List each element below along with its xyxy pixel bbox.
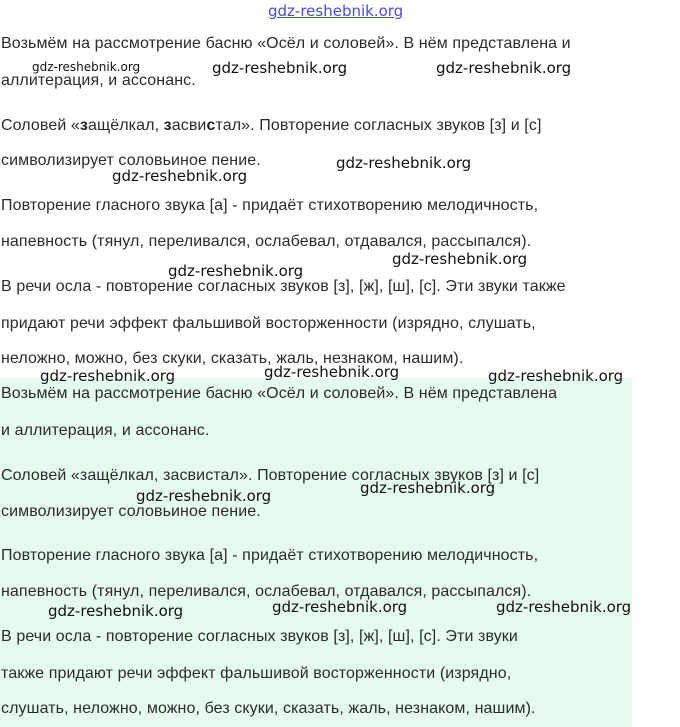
watermark: gdz-reshebnik.org [360,479,496,497]
paragraph-line: неложно, можно, без скуки, сказать, жаль, незнаком, нашим). [1,350,464,367]
watermark: gdz-reshebnik.org [40,367,176,385]
watermark: gdz-reshebnik.org [168,262,304,280]
watermark-link[interactable]: gdz-reshebnik.org [268,2,404,20]
watermark: gdz-reshebnik.org [272,598,408,616]
watermark: gdz-reshebnik.org [264,363,400,381]
paragraph-line: Соловей «защёлкал, засвистал». Повторение согласных звуков [з] и [с] [1,117,542,134]
paragraph-line: Повторение гласного звука [а] - придаёт стихотворению мелодичность, [1,197,539,214]
watermark: gdz-reshebnik.org [212,59,348,77]
watermark: gdz-reshebnik.org [136,487,272,505]
watermark: gdz-reshebnik.org [436,59,572,77]
paragraph-line: символизирует соловьиное пение. [1,152,261,169]
paragraph-line: аллитерация, и ассонанс. [1,72,196,89]
watermark: gdz-reshebnik.org [32,60,141,74]
paragraph-line: символизирует соловьиное пение. [1,503,261,520]
watermark: gdz-reshebnik.org [392,250,528,268]
paragraph-line: Возьмём на рассмотрение басню «Осёл и соловей». В нём представлена и [1,35,571,52]
paragraph-line: напевность (тянул, переливался, ослабевал, отдавался, рассыпался). [1,233,532,250]
paragraph-line: Соловей «защёлкал, засвистал». Повторение согласных звуков [з] и [с] [1,467,540,484]
paragraph-line: Возьмём на рассмотрение басню «Осёл и соловей». В нём представлена [1,385,558,402]
watermark: gdz-reshebnik.org [48,602,184,620]
paragraph-line: слушать, неложно, можно, без скуки, сказать, жаль, незнаком, нашим). [1,700,536,717]
watermark: gdz-reshebnik.org [336,154,472,172]
paragraph-line: также придают речи эффект фальшивой восторженности (изрядно, [1,665,512,682]
watermark: gdz-reshebnik.org [488,367,624,385]
paragraph-line: В речи осла - повторение согласных звуков [з], [ж], [ш], [с]. Эти звуки [1,628,518,645]
paragraph-line: Повторение гласного звука [а] - придаёт стихотворению мелодичность, [1,547,539,564]
paragraph-line: придают речи эффект фальшивой восторженности (изрядно, слушать, [1,315,536,332]
paragraph-line: В речи осла - повторение согласных звуков [з], [ж], [ш], [с]. Эти звуки также [1,278,566,295]
watermark: gdz-reshebnik.org [112,167,248,185]
paragraph-line: и аллитерация, и ассонанс. [1,422,210,439]
watermark: gdz-reshebnik.org [496,598,632,616]
paragraph-line: напевность (тянул, переливался, ослабевал, отдавался, рассыпался). [1,583,532,600]
